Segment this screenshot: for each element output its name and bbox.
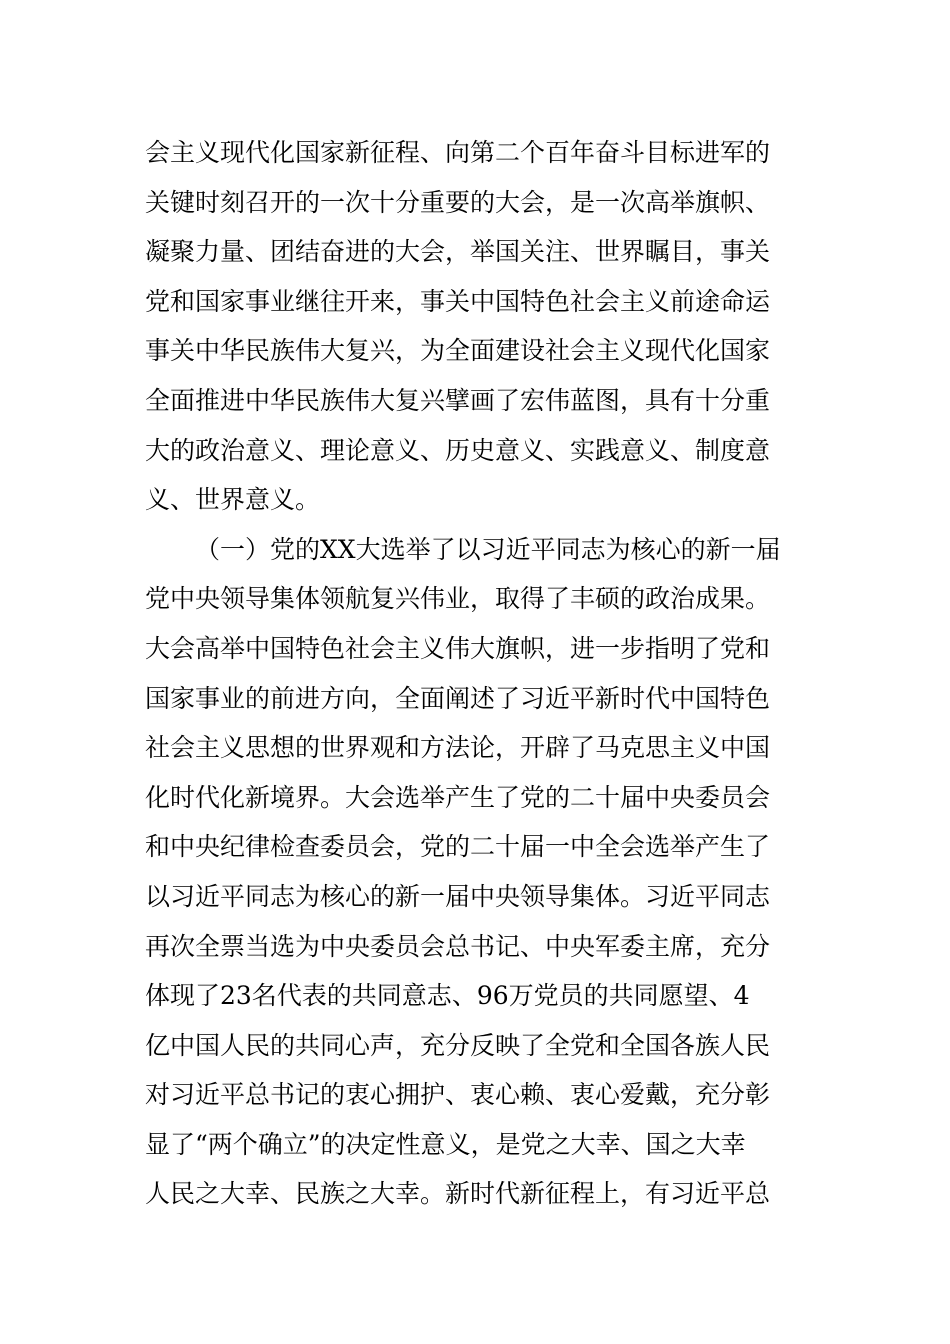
text-line: 会主义现代化国家新征程、向第二个百年奋斗目标进军的: [145, 138, 771, 167]
text-line: 社会主义思想的世界观和方法论，开辟了马克思主义中国: [145, 733, 771, 763]
text-line: 化时代化新境界。大会选举产生了党的二十届中央委员会: [145, 782, 771, 812]
text-line: 体现了23名代表的共同意志、96万党员的共同愿望、4: [145, 981, 750, 1011]
text-line: 全面推进中华民族伟大复兴擘画了宏伟蓝图，具有十分重: [145, 385, 771, 415]
text-line: 事关中华民族伟大复兴，为全面建设社会主义现代化国家: [145, 336, 771, 366]
body-text: [145, 128, 810, 1219]
text-line: 再次全票当选为中央委员会总书记、中央军委主席，充分: [145, 931, 771, 961]
text-line: 亿中国人民的共同心声，充分反映了全党和全国各族人民: [145, 1030, 771, 1060]
text-line: 以习近平同志为核心的新一届中央领导集体。习近平同志: [145, 881, 771, 911]
text-line: 大会高举中国特色社会主义伟大旗帜，进一步指明了党和: [145, 633, 771, 663]
text-line: 党和国家事业继往开来，事关中国特色社会主义前途命运: [145, 286, 771, 316]
text-line: 党中央领导集体领航复兴伟业，取得了丰硕的政治成果。: [145, 584, 771, 614]
text-line: 国家事业的前进方向，全面阐述了习近平新时代中国特色: [145, 683, 771, 713]
text-line: 关键时刻召开的一次十分重要的大会，是一次高举旗帜、: [145, 187, 771, 217]
text-line: 人民之大幸、民族之大幸。新时代新征程上，有习近平总: [145, 1179, 771, 1209]
text-line: 和中央纪律检查委员会，党的二十届一中全会选举产生了: [145, 832, 771, 862]
text-line: 义、世界意义。: [145, 485, 321, 515]
section-heading-line: （一）党的XX大选举了以习近平同志为核心的新一届: [195, 534, 781, 564]
text-line: 对习近平总书记的衷心拥护、衷心赖、衷心爱戴，充分彰: [145, 1080, 771, 1110]
text-line: 显了“两个确立”的决定性意义，是党之大幸、国之大幸: [145, 1129, 746, 1159]
text-line: 大的政治意义、理论意义、历史意义、实践意义、制度意: [145, 435, 771, 465]
text-line: 凝聚力量、团结奋进的大会，举国关注、世界瞩目，事关: [145, 237, 771, 267]
